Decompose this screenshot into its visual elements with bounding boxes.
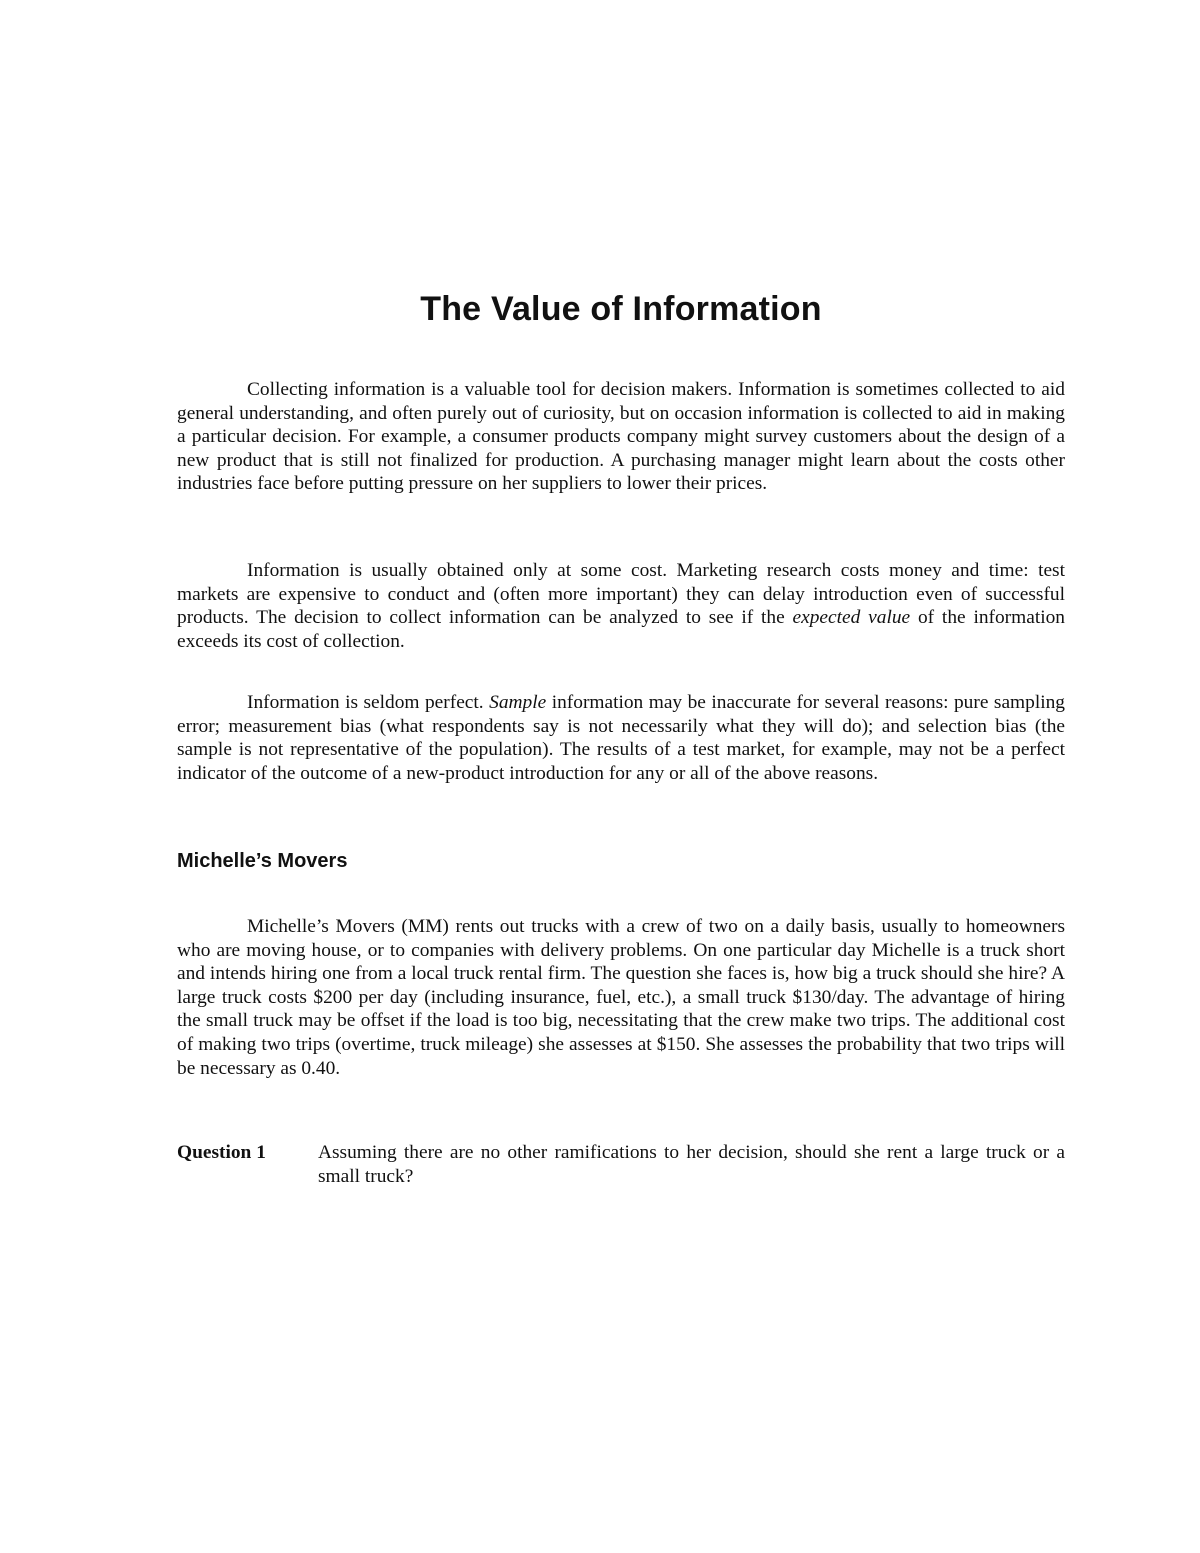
question-1 bbox=[177, 1141, 1065, 1188]
expected-value-emphasis: expected value bbox=[792, 607, 911, 629]
imperfect-info-paragraph bbox=[177, 691, 1065, 785]
sample-emphasis: Sample bbox=[489, 692, 547, 713]
section-heading: Michelle’s Movers bbox=[177, 850, 348, 872]
cost-paragraph-text-2: of the information exceeds its cost of collection. bbox=[177, 607, 1065, 652]
cost-paragraph bbox=[177, 559, 1065, 653]
case-paragraph: Michelle’s Movers (MM) rents out trucks with a crew of two on a daily basis, usually to homeowners who are moving house, or to companies with delivery problems. On one particular day Michelle is a truck short and intends hiring one from a local truck rental firm. The question she faces is, how big a truck should she hire? A large truck costs $200 per day (including insurance, fuel, etc.), a small truck $130/day. The advantage of hiring the small truck may be offset if the load is too big, necessitating that the crew make two trips. The additional cost of making two trips (overtime, truck mileage) she assesses at $150. She assesses the probability that two trips will be necessary as 0.40. bbox=[177, 916, 1065, 1079]
question-text: Assuming there are no other ramifications to her decision, should she rent a large truck or a small truck? bbox=[318, 1142, 1065, 1187]
question-label: Question 1 bbox=[177, 1142, 266, 1163]
intro-paragraph: Collecting information is a valuable tool for decision makers. Information is sometimes collected to aid general understanding, and often purely out of curiosity, but on occasion information is collected to aid in making a particular decision. For example, a consumer products company might survey customers about the design of a new product that is still not finalized for production. A purchasing manager might learn about the costs other industries face before putting pressure on her suppliers to lower their prices. bbox=[177, 379, 1065, 495]
imperfect-info-text-2: information may be inaccurate for several reasons: pure sampling error; measurement bias (what respondents say is not necessarily what they will do); and selection bias (the sample is not representative of the population). The results of a test market, for example, may not be a perfect indicator of the outcome of a new-product introduction for any or all of the above reasons. bbox=[177, 692, 1066, 784]
cost-paragraph-text-1: Information is usually obtained only at some cost. Marketing research costs money and time: test markets are expensive to conduct and (often more important) they can delay introduction even of successful products. The decision to collect information can be analyzed to see if the bbox=[177, 560, 1065, 629]
imperfect-info-text-1: Information is seldom perfect. bbox=[247, 692, 490, 713]
page-title: The Value of Information bbox=[420, 290, 822, 328]
